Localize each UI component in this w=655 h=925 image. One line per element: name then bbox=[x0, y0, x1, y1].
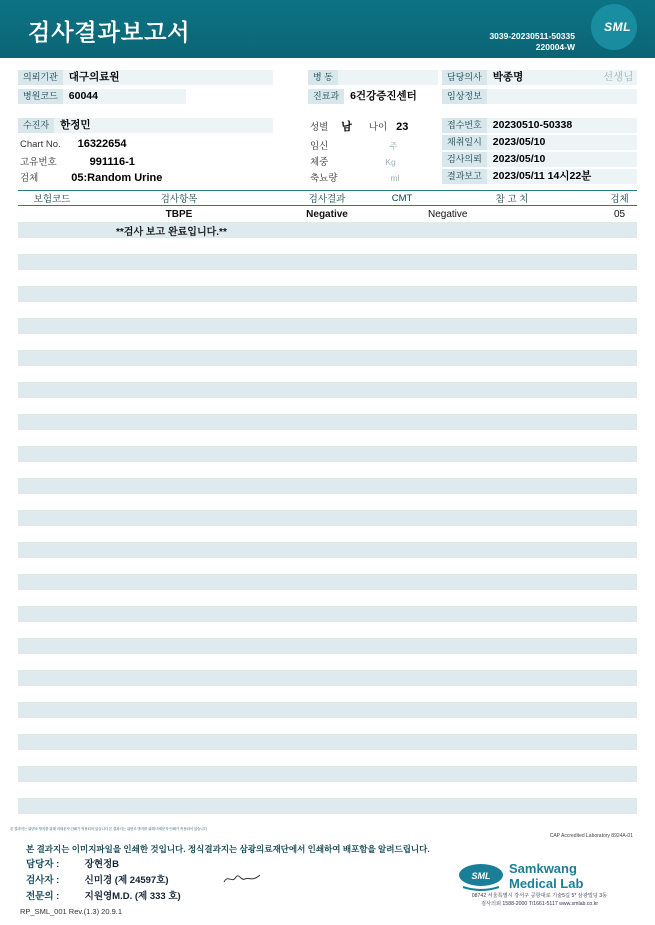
barcode-number-line1: 3039-20230511-50335 bbox=[489, 31, 575, 41]
table-row bbox=[18, 782, 637, 798]
value-collect-time: 2023/05/10 bbox=[487, 135, 637, 150]
table-row bbox=[18, 430, 637, 446]
label-requesting-org: 의뢰기관 bbox=[18, 70, 63, 85]
table-row bbox=[18, 254, 637, 270]
svg-text:SML: SML bbox=[471, 871, 491, 881]
cell-reference: Negative bbox=[428, 208, 468, 220]
column-header-test-item: 검사항목 bbox=[160, 194, 198, 205]
label-request-date: 검사의뢰 bbox=[442, 152, 487, 167]
signature-label: 담당자 : bbox=[26, 859, 60, 870]
label-age: 나이 bbox=[368, 122, 388, 133]
table-row bbox=[18, 798, 637, 814]
table-row bbox=[18, 222, 637, 238]
signature-row bbox=[26, 889, 181, 905]
table-row bbox=[18, 606, 637, 622]
table-row bbox=[18, 414, 637, 430]
field-specimen bbox=[20, 170, 162, 184]
label-weight: 체중 bbox=[310, 157, 329, 168]
field-hospital-code bbox=[18, 89, 186, 104]
table-row bbox=[18, 574, 637, 590]
table-row bbox=[18, 622, 637, 638]
table-row bbox=[18, 206, 637, 222]
table-row bbox=[18, 558, 637, 574]
value-recipient: 한정민 bbox=[54, 118, 273, 133]
label-report-date: 결과보고 bbox=[442, 169, 487, 184]
table-row bbox=[18, 446, 637, 462]
value-chart-no: 16322654 bbox=[77, 138, 127, 150]
signature-row bbox=[26, 873, 181, 889]
table-row bbox=[18, 318, 637, 334]
table-row bbox=[18, 766, 637, 782]
table-row bbox=[18, 654, 637, 670]
label-specimen: 검체 bbox=[20, 173, 39, 184]
table-row bbox=[18, 750, 637, 766]
page-title: 검사결과보고서 bbox=[28, 19, 191, 45]
table-row bbox=[18, 462, 637, 478]
table-row bbox=[18, 286, 637, 302]
column-header-specimen: 검체 bbox=[610, 194, 629, 205]
unit-urine-volume: ml bbox=[390, 173, 400, 183]
lab-name-line2: Medical Lab bbox=[509, 876, 584, 891]
signature-block bbox=[26, 857, 181, 905]
field-urine-volume bbox=[310, 170, 399, 184]
report-header bbox=[0, 0, 655, 58]
label-clinical-info: 임상정보 bbox=[442, 89, 487, 104]
label-sex: 성별 bbox=[310, 122, 329, 133]
table-row bbox=[18, 686, 637, 702]
field-collect-time bbox=[442, 135, 637, 150]
table-row bbox=[18, 542, 637, 558]
cell-result: Negative bbox=[306, 208, 348, 220]
lab-name bbox=[509, 861, 627, 891]
microtext-security-line: 본 결과지는 위변조 방지를 위해 미세문자 인쇄가 적용되어 있습니다 본 결과지는 위변조 방지를 위해 미세문자 인쇄가 적용되어 있습니다 bbox=[10, 827, 207, 831]
lab-address-line1: 08742 서울특별시 강서구 공항대로 기술5길 5* 삼광빌딩 3동 bbox=[471, 893, 608, 899]
value-doctor-suffix: 선생님 bbox=[597, 70, 637, 85]
label-chart-no: Chart No. bbox=[20, 139, 61, 150]
value-unique-no: 991116-1 bbox=[89, 156, 135, 168]
patient-info-panel bbox=[18, 68, 637, 186]
table-row bbox=[18, 302, 637, 318]
value-ward bbox=[338, 70, 438, 85]
value-request-date: 2023/05/10 bbox=[487, 152, 637, 167]
value-accept-no: 20230510-50338 bbox=[487, 118, 637, 133]
table-row bbox=[18, 510, 637, 526]
label-dept: 진료과 bbox=[308, 89, 344, 104]
label-unique-no: 고유번호 bbox=[20, 157, 57, 168]
value-report-date: 2023/05/11 14시22분 bbox=[487, 169, 637, 184]
unit-weight: Kg bbox=[385, 157, 396, 167]
barcode-number bbox=[489, 31, 575, 52]
value-sex: 남 bbox=[341, 121, 352, 133]
cell-test-item: **검사 보고 완료입니다.** bbox=[116, 226, 227, 238]
table-row bbox=[18, 670, 637, 686]
value-requesting-org: 대구의료원 bbox=[63, 70, 273, 85]
field-chart-no bbox=[20, 138, 127, 150]
table-row bbox=[18, 702, 637, 718]
label-accept-no: 접수번호 bbox=[442, 118, 487, 133]
table-row bbox=[18, 398, 637, 414]
handwritten-signature-icon bbox=[222, 872, 262, 886]
cap-accreditation-text: CAP Accredited Laboratory 8924A-01 bbox=[549, 833, 633, 839]
table-row bbox=[18, 334, 637, 350]
field-dept bbox=[308, 89, 438, 104]
column-header-insurance-code: 보험코드 bbox=[33, 194, 71, 205]
table-row bbox=[18, 526, 637, 542]
lab-address bbox=[452, 893, 627, 909]
field-unique-no bbox=[20, 154, 135, 168]
label-hospital-code: 병원코드 bbox=[18, 89, 63, 104]
field-clinical-info bbox=[442, 89, 637, 104]
signature-value: 지원영M.D. (제 333 호) bbox=[84, 891, 181, 902]
signature-value: 장현정B bbox=[84, 859, 120, 870]
label-urine-volume: 축뇨량 bbox=[310, 173, 338, 184]
table-row bbox=[18, 478, 637, 494]
value-specimen: 05:Random Urine bbox=[71, 172, 163, 184]
barcode-number-line2: 220004-W bbox=[535, 41, 575, 52]
value-dept: 6건강증진센터 bbox=[350, 90, 417, 102]
label-pregnancy: 임신 bbox=[310, 141, 329, 152]
field-weight bbox=[310, 154, 396, 168]
table-row bbox=[18, 638, 637, 654]
field-request-date bbox=[442, 152, 637, 167]
cell-specimen: 05 bbox=[613, 208, 626, 220]
label-doctor: 담당의사 bbox=[442, 70, 487, 85]
field-recipient bbox=[18, 118, 273, 133]
unit-pregnancy: 주 bbox=[389, 141, 398, 151]
table-row bbox=[18, 494, 637, 510]
signature-label: 검사자 : bbox=[26, 875, 60, 886]
value-clinical-info bbox=[487, 89, 637, 104]
label-recipient: 수진자 bbox=[18, 118, 54, 133]
value-hospital-code: 60044 bbox=[63, 89, 186, 104]
table-row bbox=[18, 382, 637, 398]
label-collect-time: 채취일시 bbox=[442, 135, 487, 150]
table-row bbox=[18, 718, 637, 734]
value-age: 23 bbox=[396, 121, 409, 133]
field-doctor bbox=[442, 70, 637, 85]
field-accept-no bbox=[442, 118, 637, 133]
signature-value: 신미경 (제 24597호) bbox=[84, 875, 169, 886]
table-header-row bbox=[18, 190, 637, 206]
table-row bbox=[18, 238, 637, 254]
print-notice: 본 결과지는 이미지파일을 인쇄한 것입니다. 정식결과지는 삼광의료재단에서 인쇄하여 배포함을 알려드립니다. bbox=[26, 844, 430, 854]
signature-label: 전문의 : bbox=[26, 891, 60, 902]
samkwang-logo-icon bbox=[457, 862, 505, 892]
sml-logo-text: SML bbox=[604, 20, 631, 34]
table-row bbox=[18, 590, 637, 606]
column-header-reference: 참 고 치 bbox=[495, 194, 529, 205]
table-row bbox=[18, 270, 637, 286]
table-row bbox=[18, 366, 637, 382]
signature-row bbox=[26, 857, 181, 873]
results-table bbox=[18, 190, 637, 814]
table-row bbox=[18, 734, 637, 750]
cell-test-item: TBPE bbox=[165, 208, 193, 220]
lab-address-line2: 검사의뢰 1588-2000 T/1661-5117 www.smlab.co.kr bbox=[480, 900, 599, 907]
field-sex bbox=[310, 118, 408, 134]
column-header-result: 검사결과 bbox=[308, 194, 346, 205]
label-ward: 병 동 bbox=[308, 70, 338, 85]
field-pregnancy bbox=[310, 138, 398, 152]
table-body bbox=[18, 206, 637, 814]
field-ward bbox=[308, 70, 438, 85]
table-row bbox=[18, 350, 637, 366]
field-requesting-org bbox=[18, 70, 273, 85]
value-doctor: 박종명 bbox=[487, 70, 597, 85]
column-header-cmt: CMT bbox=[391, 192, 413, 204]
form-revision: RP_SML_001 Rev.(1.3) 20.9.1 bbox=[20, 907, 123, 916]
lab-name-line1: Samkwang bbox=[509, 861, 577, 876]
field-report-date bbox=[442, 169, 637, 184]
